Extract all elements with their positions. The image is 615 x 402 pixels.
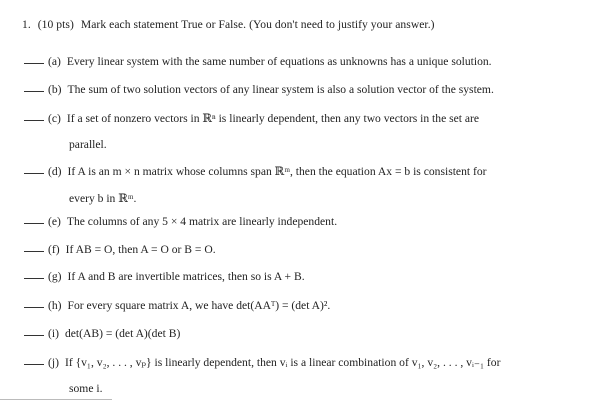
statement-label: (f) bbox=[48, 243, 60, 256]
statement-text: If A is an m × n matrix whose columns span ℝᵐ, then the equation Ax = b is consistent for bbox=[67, 165, 487, 178]
statement-continuation: every b in ℝᵐ. bbox=[69, 192, 137, 205]
answer-blank-a[interactable] bbox=[24, 63, 44, 64]
question-instruction: Mark each statement True or False. (You don't need to justify your answer.) bbox=[80, 18, 435, 31]
statement-text: If a set of nonzero vectors in ℝⁿ is linearly dependent, then any two vectors in the set are bbox=[66, 112, 480, 125]
statement-text: For every square matrix A, we have det(AAᵀ) = (det A)². bbox=[67, 299, 331, 312]
statement-text: The sum of two solution vectors of any linear system is also a solution vector of the system. bbox=[67, 83, 494, 96]
statement-text: If AB = O, then A = O or B = O. bbox=[65, 243, 216, 256]
question-number: 1. bbox=[22, 18, 31, 31]
statement-label: (a) bbox=[48, 55, 61, 68]
statement-label: (i) bbox=[48, 327, 59, 340]
statement-label: (g) bbox=[48, 270, 62, 283]
statement-text: The columns of any 5 × 4 matrix are linearly independent. bbox=[66, 215, 338, 228]
statement-e bbox=[24, 215, 590, 228]
statement-label: (c) bbox=[48, 112, 61, 125]
statement-label: (b) bbox=[48, 83, 62, 96]
answer-blank-e[interactable] bbox=[24, 223, 44, 224]
statement-i bbox=[24, 327, 590, 340]
statement-text: det(AB) = (det A)(det B) bbox=[64, 327, 181, 340]
answer-blank-b[interactable] bbox=[24, 91, 44, 92]
statement-text: If {v₁, v₂, . . . , vₚ} is linearly dependent, then vᵢ is a linear combination of v₁, v₂, . . . , vᵢ₋₁ for bbox=[64, 356, 501, 369]
statement-text: If A and B are invertible matrices, then so is A + B. bbox=[67, 270, 305, 283]
statement-j bbox=[24, 355, 590, 395]
statement-label: (j) bbox=[48, 356, 59, 369]
statement-a bbox=[24, 55, 590, 68]
statement-d bbox=[24, 164, 590, 205]
statement-g bbox=[24, 270, 590, 283]
answer-blank-j[interactable] bbox=[24, 364, 44, 365]
statement-continuation: parallel. bbox=[69, 138, 107, 151]
statement-text: Every linear system with the same number of equations as unknowns has a unique solution. bbox=[66, 55, 492, 68]
answer-blank-f[interactable] bbox=[24, 251, 44, 252]
question-points: (10 pts) bbox=[37, 18, 74, 31]
statement-label: (e) bbox=[48, 215, 61, 228]
statement-label: (d) bbox=[48, 165, 62, 178]
answer-blank-c[interactable] bbox=[24, 120, 44, 121]
answer-blank-i[interactable] bbox=[24, 335, 44, 336]
page-bottom-divider bbox=[0, 399, 112, 400]
statement-c bbox=[24, 111, 590, 151]
statement-continuation: some i. bbox=[69, 382, 103, 395]
statement-label: (h) bbox=[48, 299, 62, 312]
answer-blank-d[interactable] bbox=[24, 173, 44, 174]
statement-f bbox=[24, 243, 590, 256]
answer-blank-g[interactable] bbox=[24, 278, 44, 279]
answer-blank-h[interactable] bbox=[24, 307, 44, 308]
statement-h bbox=[24, 299, 590, 312]
statement-b bbox=[24, 83, 590, 96]
question-header bbox=[22, 18, 435, 31]
